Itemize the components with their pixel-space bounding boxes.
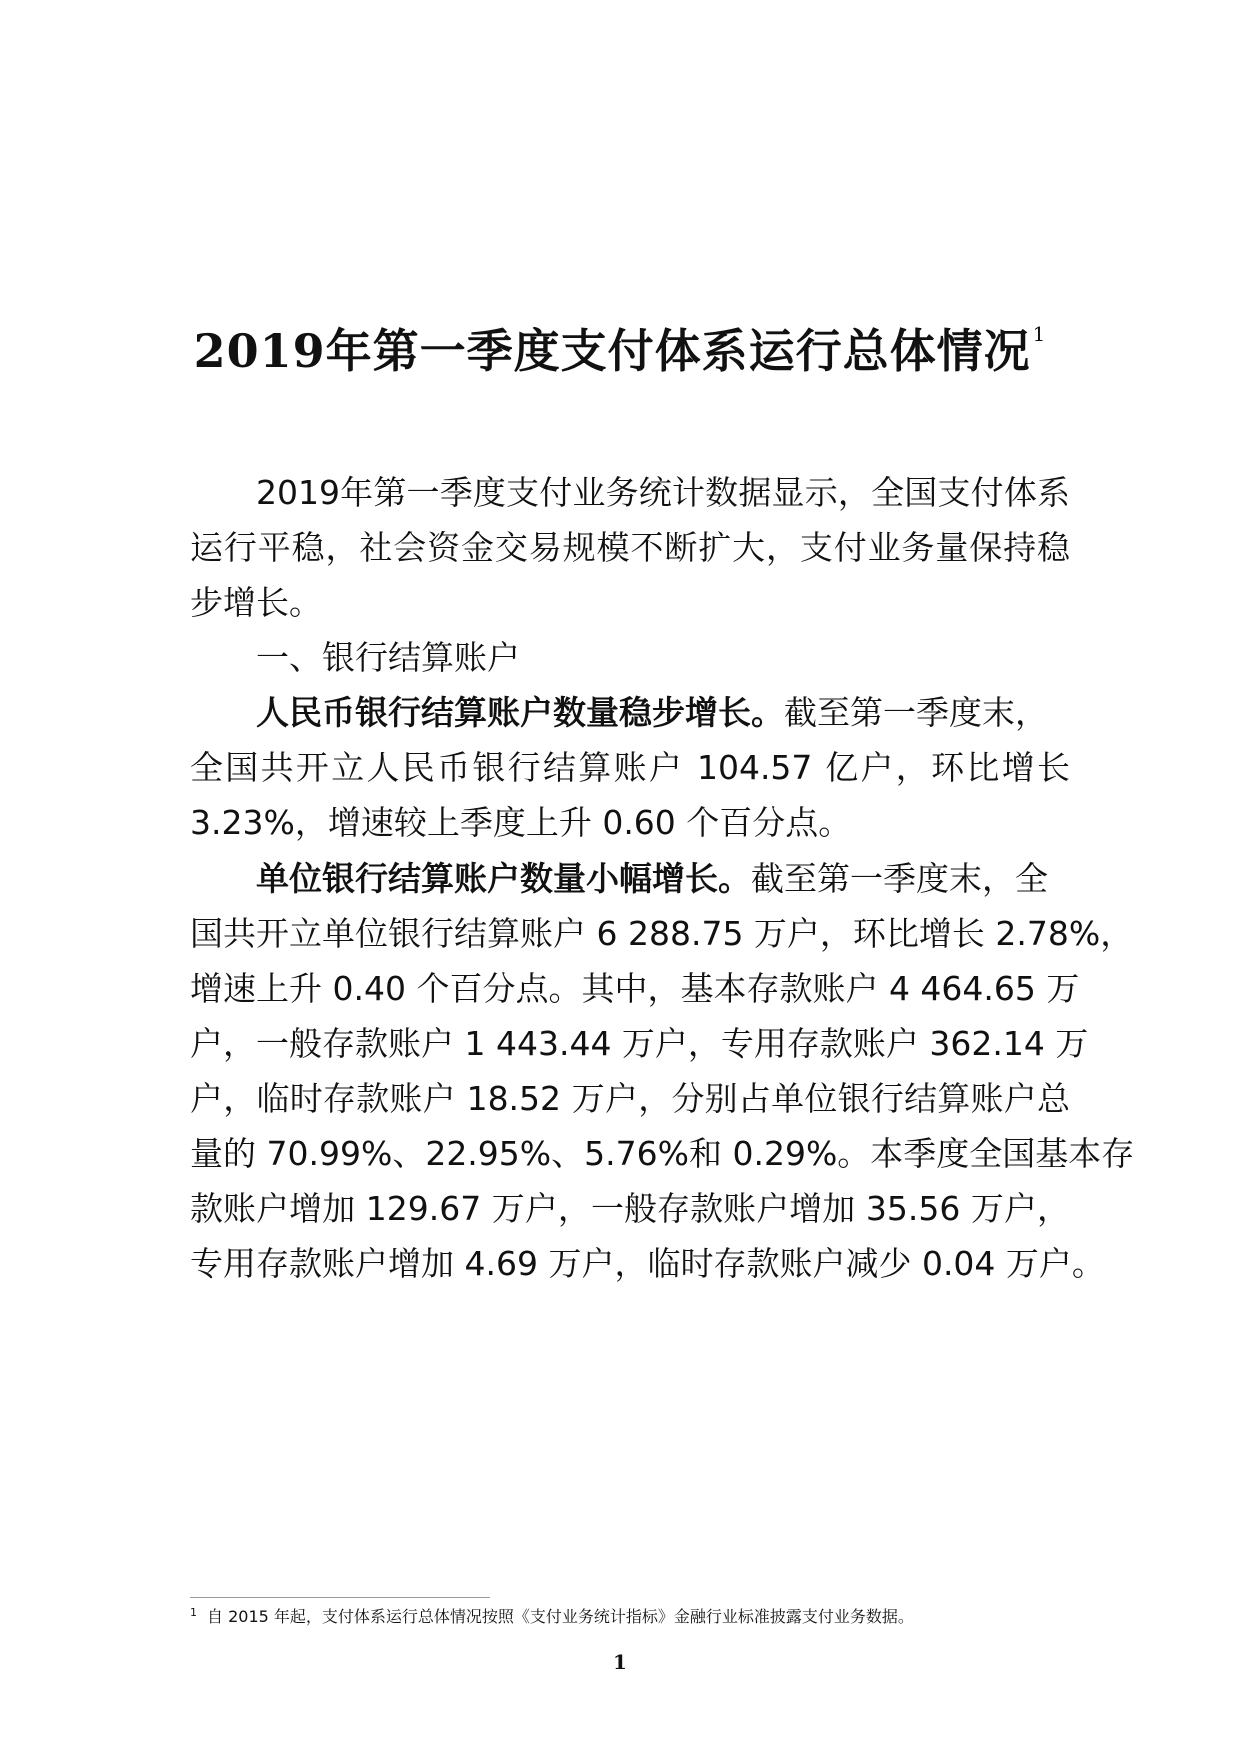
paragraph-2-line-6: 量的 70.99%、22.95%、5.76%和 0.29%。本季度全国基本存 <box>190 1134 1135 1173</box>
paragraph-2-line-1-rest: 截至第一季度末，全 <box>751 859 1048 898</box>
paragraph-2-line-5: 户，临时存款账户 18.52 万户，分别占单位银行结算账户总 <box>190 1079 1070 1118</box>
document-title <box>0 322 1240 382</box>
paragraph-2-line-4: 户，一般存款账户 1 443.44 万户，专用存款账户 362.14 万 <box>190 1024 1089 1063</box>
paragraph-2-line-2: 国共开立单位银行结算账户 6 288.75 万户，环比增长 2.78%， <box>190 914 1134 953</box>
footnote-separator <box>190 1597 490 1598</box>
section-heading: 一、银行结算账户 <box>256 638 520 677</box>
paragraph-2-line-3: 增速上升 0.40 个百分点。其中，基本存款账户 4 464.65 万 <box>190 969 1080 1008</box>
page-number: 1 <box>613 1650 627 1674</box>
footnote-marker: 1 <box>190 1606 197 1619</box>
paragraph-1-line-3: 3.23%，增速较上季度上升 0.60 个百分点。 <box>190 803 852 842</box>
intro-line-3: 步增长。 <box>190 583 322 622</box>
paragraph-2-line-8: 专用存款账户增加 4.69 万户，临时存款账户减少 0.04 万户。 <box>190 1244 1105 1283</box>
footnote <box>190 1605 1090 1629</box>
paragraph-2-line-1 <box>256 858 1070 900</box>
paragraph-1-lead: 人民币银行结算账户数量稳步增长。 <box>256 693 784 732</box>
paragraph-1-line-2: 全国共开立人民币银行结算账户 104.57 亿户，环比增长 <box>190 748 1070 787</box>
footnote-text: 自 2015 年起，支付体系运行总体情况按照《支付业务统计指标》金融行业标准披露支付业务数据。 <box>207 1607 914 1626</box>
intro-line-2: 运行平稳，社会资金交易规模不断扩大，支付业务量保持稳 <box>190 528 1070 567</box>
paragraph-2-line-7: 款账户增加 129.67 万户，一般存款账户增加 35.56 万户， <box>190 1189 1070 1228</box>
paragraph-1-line-1 <box>256 692 1070 734</box>
paragraph-2-lead: 单位银行结算账户数量小幅增长。 <box>256 859 751 898</box>
title-text: 2019年第一季度支付体系运行总体情况 <box>193 324 1031 378</box>
intro-line-1: 2019年第一季度支付业务统计数据显示，全国支付体系 <box>256 473 1070 512</box>
paragraph-1-line-1-rest: 截至第一季度末， <box>784 693 1048 732</box>
title-footnote-marker: 1 <box>1032 322 1047 346</box>
